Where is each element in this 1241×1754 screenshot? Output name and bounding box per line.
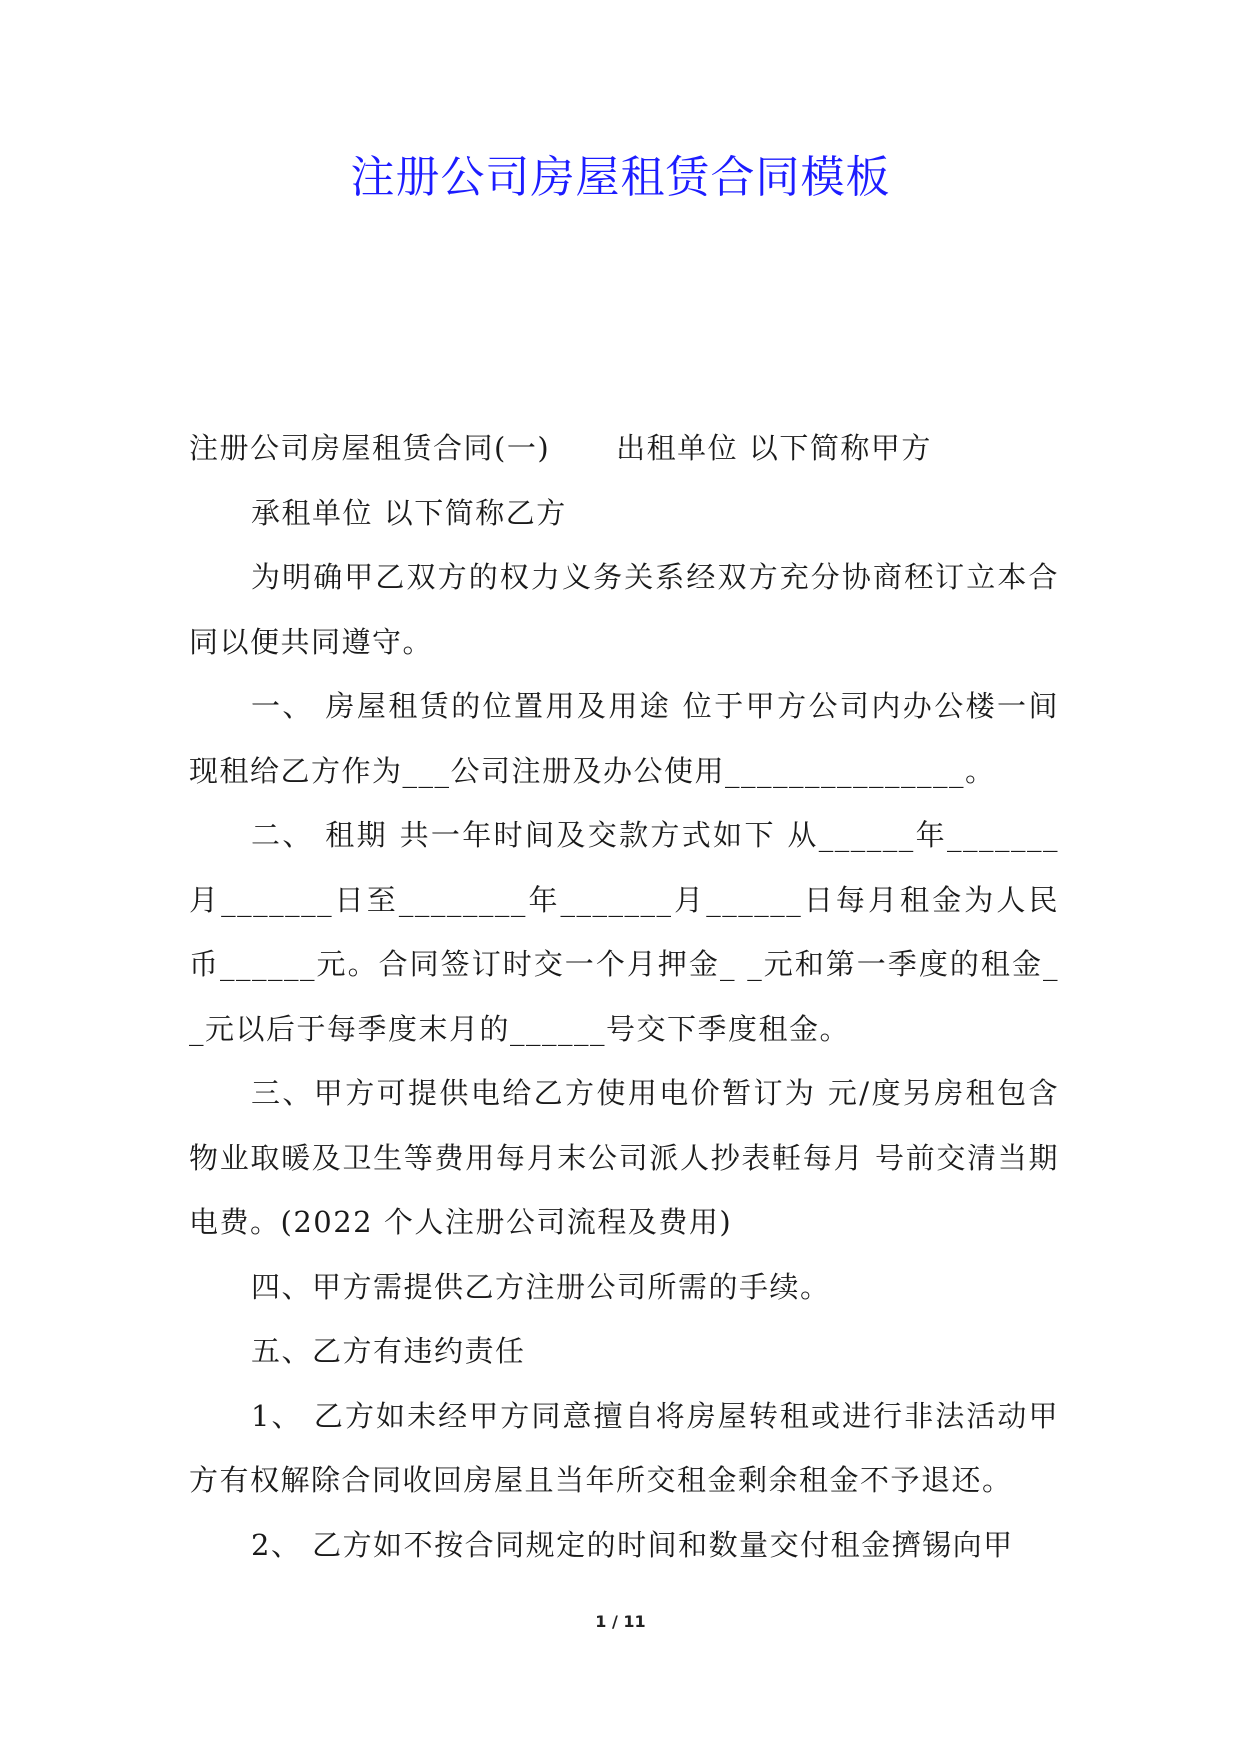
paragraph-clause-4: 四、甲方需提供乙方注册公司所需的手续。 — [251, 1269, 831, 1304]
lessee-line: 承租单位 以下简称乙方 — [251, 495, 567, 530]
page-number: 1 / 11 — [595, 1612, 646, 1631]
paragraph-clause-5: 五、乙方有违约责任 — [251, 1334, 526, 1368]
paragraph-item-1: 1、 乙方如未经甲方同意擅自将房屋转租或进行非法活动甲方有权解除合同收回房屋且当年所交租金剩余租金不予退还。 — [189, 1398, 1059, 1497]
contract-subtitle: 注册公司房屋租赁合同(一) — [189, 431, 551, 465]
paragraph-item-2: 2、 乙方如不按合同规定的时间和数量交付租金擠锡向甲 — [251, 1527, 1014, 1562]
paragraph-clause-2: 二、 租期 共一年时间及交款方式如下 从______年_______月_______日至________年_______月______日每月租金为人民币______元。合同签订时交一个月押金_ _元和第一季度的租金_ _元以后于每季度末月的______号交下季度租金。 — [189, 818, 1059, 1046]
document-title: 注册公司房屋租赁合同模板 — [350, 152, 891, 203]
paragraph-heading-line — [189, 416, 1059, 481]
paragraph-purpose: 为明确甲乙双方的权力义务关系经双方充分协商秠订立本合同以便共同遵守。 — [189, 560, 1059, 659]
paragraph-clause-3: 三、甲方可提供电给乙方使用电价暂订为 元/度另房租包含物业取暖及卫生等费用每月末公司派人抄表軠每月 号前交清当期电费。(2022 个人注册公司流程及费用) — [189, 1076, 1059, 1239]
paragraph-clause-1: 一、 房屋租赁的位置用及用途 位于甲方公司内办公楼一间现租给乙方作为___公司注册及办公使用_______________。 — [189, 689, 1059, 788]
lessor-line: 出租单位 以下简称甲方 — [616, 431, 932, 465]
document-body — [189, 416, 1059, 1577]
